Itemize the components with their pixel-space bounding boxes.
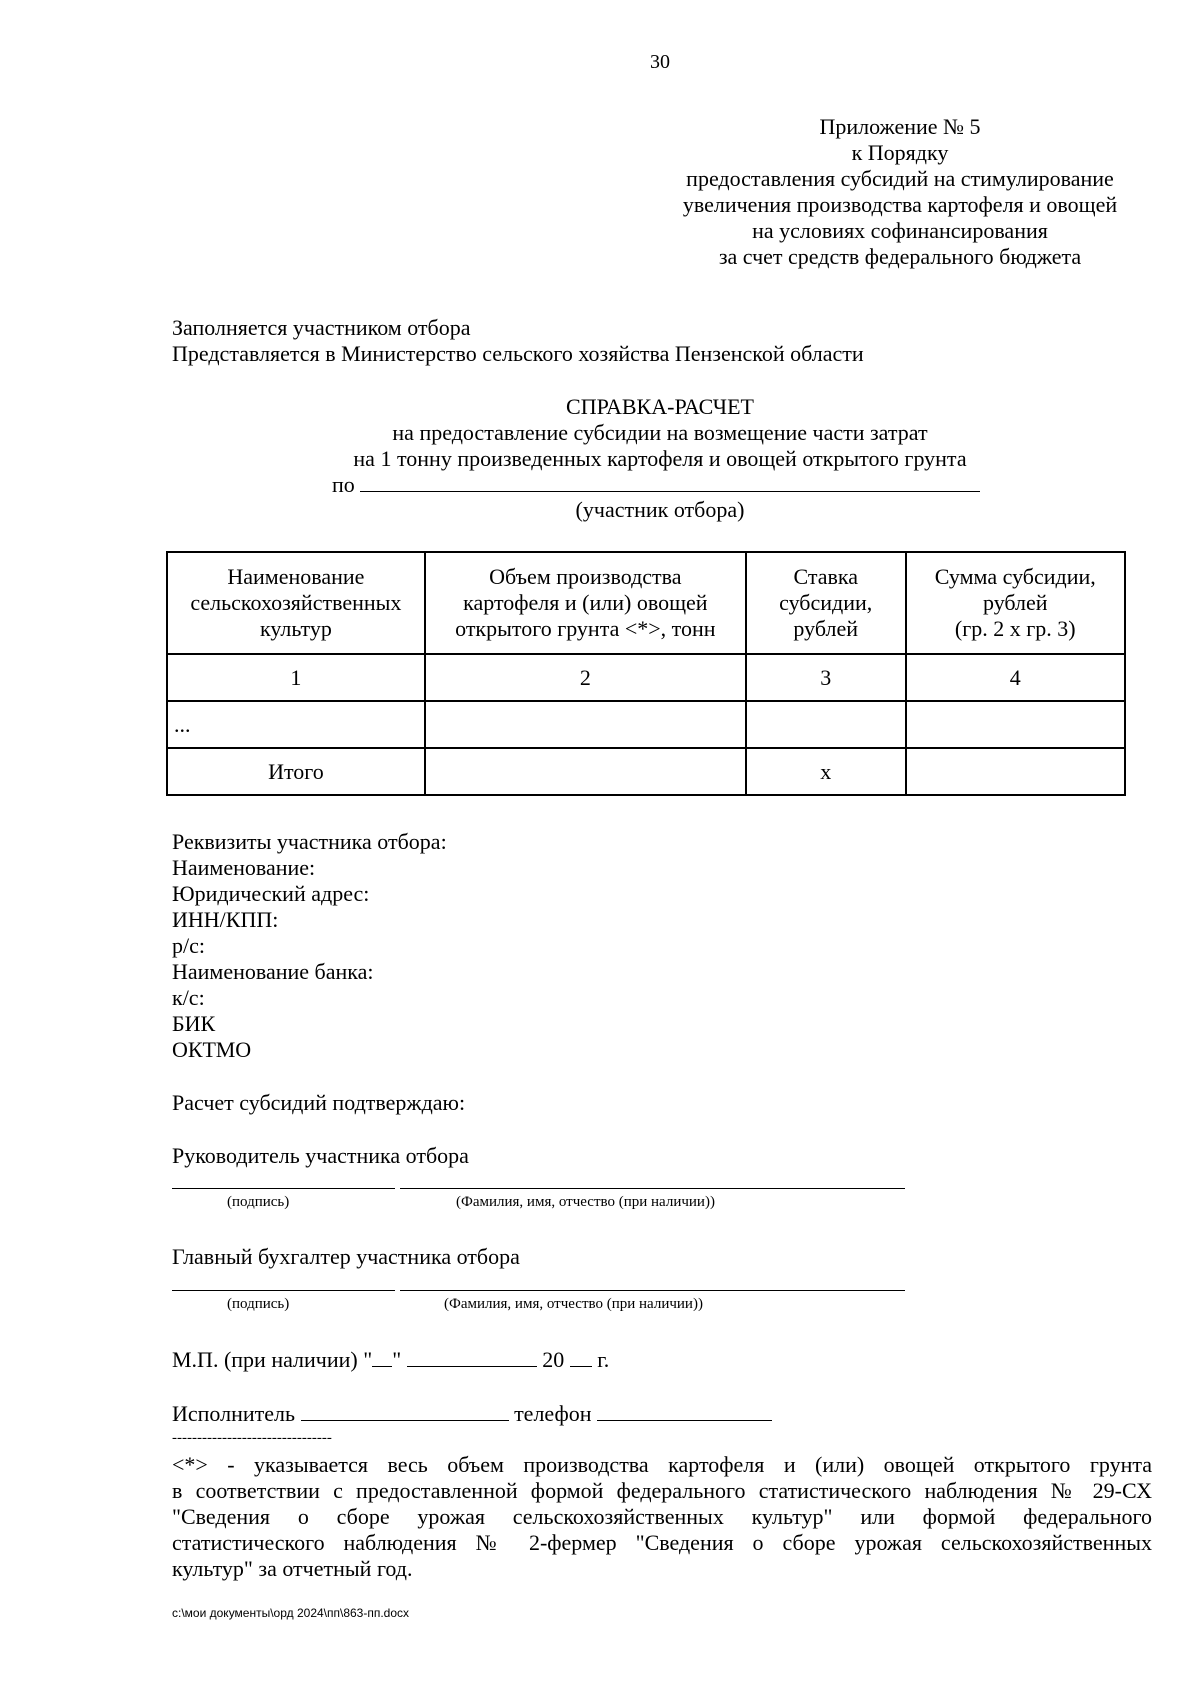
table-cell: 2 — [425, 654, 746, 701]
fio-caption: (Фамилия, имя, отчество (при наличии)) — [456, 1194, 715, 1210]
phone-label: телефон — [514, 1401, 592, 1426]
requisite-corr-account: к/с: — [172, 985, 205, 1010]
appendix-line: Приложение № 5 — [819, 114, 981, 139]
footnote-line: в соответствии с предоставленной формой федерального статистического наблюдения № 29-СХ — [172, 1478, 1152, 1503]
confirm-text: Расчет субсидий подтверждаю: — [172, 1090, 466, 1115]
phone-blank[interactable] — [597, 1419, 772, 1421]
requisite-bik: БИК — [172, 1011, 216, 1036]
table-cell[interactable] — [906, 701, 1125, 748]
year-suffix: г. — [597, 1347, 610, 1372]
table-total-row — [167, 748, 1125, 795]
page-number: 30 — [650, 51, 670, 73]
table-cell: 3 — [746, 654, 906, 701]
requisite-address: Юридический адрес: — [172, 881, 370, 906]
table-cell[interactable] — [425, 748, 746, 795]
requisite-bank: Наименование банка: — [172, 959, 374, 984]
executor-blank[interactable] — [301, 1419, 509, 1421]
form-subtitle-2: на 1 тонну произведенных картофеля и овощей открытого грунта — [353, 446, 967, 471]
table-row — [167, 701, 1125, 748]
footnote-line: <*> - указывается весь объем производства картофеля и (или) овощей открытого грунта — [172, 1452, 1152, 1477]
submitted-to-text: Представляется в Министерство сельского хозяйства Пензенской области — [172, 341, 864, 366]
header-cell-sum: Сумма субсидии, рублей (гр. 2 х гр. 3) — [906, 552, 1125, 654]
header-cell-crop: Наименование сельскохозяйственных культур — [167, 552, 425, 654]
table-number-row — [167, 654, 1125, 701]
footnote-line: культур" за отчетный год. — [172, 1556, 413, 1581]
form-subtitle-1: на предоставление субсидии на возмещение части затрат — [392, 420, 928, 445]
stamp-date-line — [172, 1347, 609, 1373]
stamp-prefix: М.П. (при наличии) " — [172, 1347, 373, 1372]
appendix-line: предоставления субсидий на стимулирование — [686, 166, 1114, 191]
participant-blank[interactable] — [360, 490, 980, 492]
filled-by-text: Заполняется участником отбора — [172, 315, 471, 340]
requisites-title: Реквизиты участника отбора: — [172, 829, 447, 854]
signature-caption: (подпись) — [227, 1194, 290, 1210]
requisite-oktmo: ОКТМО — [172, 1037, 252, 1062]
accountant-fio-line[interactable] — [400, 1290, 905, 1291]
footnote-line: "Сведения о сборе урожая сельскохозяйственных культур" или формой федерального — [172, 1504, 1152, 1529]
appendix-header — [640, 114, 1160, 270]
table-header-row — [167, 552, 1125, 654]
head-fio-line[interactable] — [400, 1188, 905, 1189]
accountant-label: Главный бухгалтер участника отбора — [172, 1244, 520, 1269]
participant-line — [332, 472, 980, 498]
table-cell: x — [746, 748, 906, 795]
appendix-line: к Порядку — [851, 140, 949, 165]
appendix-line: увеличения производства картофеля и овощей — [682, 192, 1118, 217]
accountant-signature-line[interactable] — [172, 1290, 395, 1291]
year-blank[interactable] — [570, 1365, 592, 1367]
day-blank[interactable] — [372, 1365, 392, 1367]
footnote-line: статистического наблюдения № 2-фермер "Сведения о сборе урожая сельскохозяйственных — [172, 1530, 1152, 1555]
fio-caption: (Фамилия, имя, отчество (при наличии)) — [444, 1296, 703, 1312]
executor-line — [172, 1401, 772, 1427]
header-cell-volume: Объем производства картофеля и (или) овощей открытого грунта <*>, тонн — [425, 552, 746, 654]
requisite-inn: ИНН/КПП: — [172, 907, 279, 932]
calculation-table — [166, 551, 1126, 796]
total-label-cell: Итого — [167, 748, 425, 795]
table-cell: 4 — [906, 654, 1125, 701]
signature-caption: (подпись) — [227, 1296, 290, 1312]
stamp-quote: " — [392, 1347, 402, 1372]
appendix-line: за счет средств федерального бюджета — [718, 244, 1082, 269]
table-cell[interactable]: ... — [167, 701, 425, 748]
executor-label: Исполнитель — [172, 1401, 296, 1426]
table-cell[interactable] — [425, 701, 746, 748]
header-cell-rate: Ставка субсидии, рублей — [746, 552, 906, 654]
footnote — [172, 1452, 1152, 1582]
participant-caption: (участник отбора) — [575, 497, 745, 522]
file-path: c:\мои документы\орд 2024\пп\863-пп.docx — [172, 1606, 410, 1620]
year-prefix: 20 — [542, 1347, 565, 1372]
table-cell: 1 — [167, 654, 425, 701]
requisite-account: р/с: — [172, 933, 205, 958]
footnote-separator: -------------------------------- — [172, 1430, 332, 1446]
po-label: по — [332, 472, 355, 497]
form-title: СПРАВКА-РАСЧЕТ — [566, 394, 754, 419]
appendix-line: на условиях софинансирования — [752, 218, 1048, 243]
requisite-name: Наименование: — [172, 855, 316, 880]
table-cell[interactable] — [906, 748, 1125, 795]
head-label: Руководитель участника отбора — [172, 1143, 469, 1168]
table-cell[interactable] — [746, 701, 906, 748]
head-signature-line[interactable] — [172, 1188, 395, 1189]
month-blank[interactable] — [407, 1365, 537, 1367]
